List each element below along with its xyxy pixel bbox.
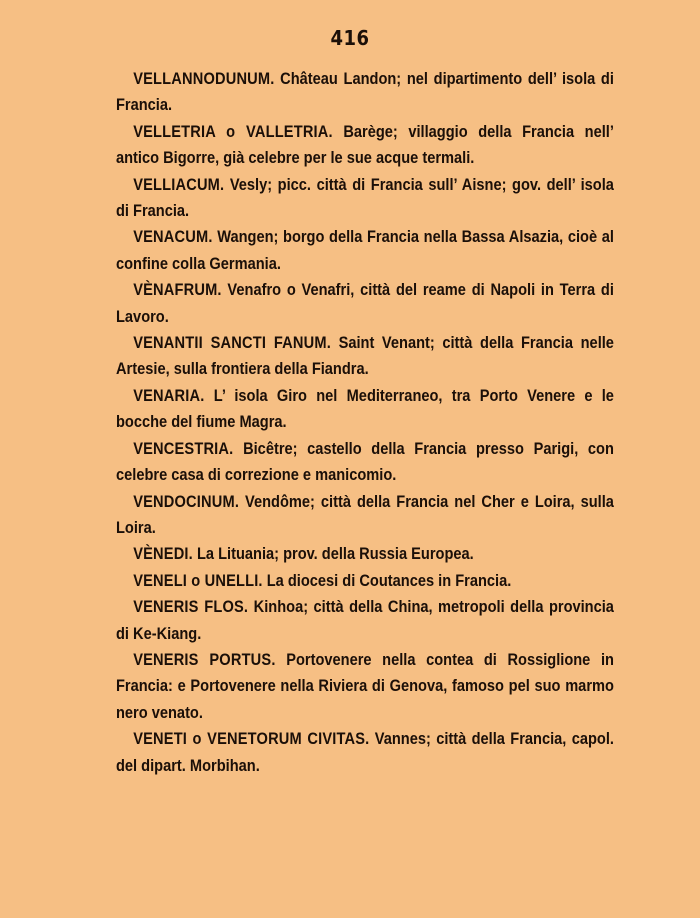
entry-headword: VENELI o UNELLI. — [133, 570, 263, 590]
entry-text: Barège; villaggio della Francia nell’ antico Bigorre, già celebre per le sue acque termali. — [116, 121, 614, 168]
dictionary-entry — [116, 119, 614, 172]
entry-headword: VELLANNODUNUM. — [133, 69, 275, 88]
entry-text: Wangen; borgo della Francia nella Bassa Alsazia, cioè al confine colla Germania. — [116, 227, 614, 273]
entry-text: L’ isola Giro nel Mediterraneo, tra Porto Venere e le bocche del fiume Magra. — [116, 385, 614, 432]
entry-text: Vesly; picc. città di Francia sull’ Aisne; gov. dell’ isola di Francia. — [116, 174, 614, 221]
entry-headword: VENANTII SANCTI FANUM. — [133, 333, 331, 353]
entry-headword: VENARIA. — [133, 385, 205, 405]
dictionary-entry — [116, 647, 614, 726]
entry-text: La Lituania; prov. della Russia Europea. — [196, 544, 474, 564]
dictionary-entry — [116, 568, 614, 594]
entry-headword: VENCESTRIA. — [133, 438, 234, 458]
entry-text: Saint Venant; città della Francia nelle Artesie, sulla frontiera della Fiandra. — [116, 333, 614, 379]
entry-headword: VENERIS PORTUS. — [133, 649, 276, 669]
entry-text: La diocesi di Coutances in Francia. — [266, 570, 512, 590]
dictionary-entry — [116, 383, 614, 436]
entry-text: Kinhoa; città della China, metropoli della provincia di Ke-Kiang. — [116, 597, 614, 643]
entry-headword: VENDOCINUM. — [133, 491, 240, 511]
dictionary-entry — [116, 541, 614, 567]
entry-headword: VÈNEDI. — [133, 544, 193, 564]
entry-headword: VENETI o VENETORUM CIVITAS. — [133, 729, 370, 749]
dictionary-entries — [116, 66, 614, 846]
entry-headword: VENERIS FLOS. — [133, 597, 249, 617]
entry-headword: VENACUM. — [133, 227, 213, 247]
entry-text: Vendôme; città della Francia nel Cher e Loira, sulla Loira. — [116, 491, 614, 537]
page-number: 416 — [330, 26, 370, 50]
entry-text: Portovenere nella contea di Rossiglione in Francia: e Portovenere nella Riviera di Genova, famoso pel suo marmo nero venato. — [116, 649, 614, 722]
dictionary-entry — [116, 277, 614, 330]
entry-text: Bicêtre; castello della Francia presso Parigi, con celebre casa di correzione e manicomio. — [116, 438, 614, 485]
entry-text: Vannes; città della Francia, capol. del dipart. Morbihan. — [116, 729, 614, 775]
entry-headword: VELLIACUM. — [133, 174, 225, 194]
dictionary-entry — [116, 594, 614, 647]
dictionary-entry — [116, 172, 614, 225]
entry-text: Venafro o Venafri, città del reame di Napoli in Terra di Lavoro. — [116, 280, 614, 326]
dictionary-entry — [116, 489, 614, 542]
dictionary-entry — [116, 726, 614, 779]
entry-headword: VÈNAFRUM. — [133, 280, 222, 300]
dictionary-entry — [116, 436, 614, 489]
dictionary-entry — [116, 330, 614, 383]
entries-column — [116, 66, 614, 779]
dictionary-entry — [116, 224, 614, 277]
dictionary-entry — [116, 66, 614, 119]
entry-text: Château Landon; nel dipartimento dell’ isola di Francia. — [116, 69, 614, 115]
entry-headword: VELLETRIA o VALLETRIA. — [133, 121, 333, 141]
